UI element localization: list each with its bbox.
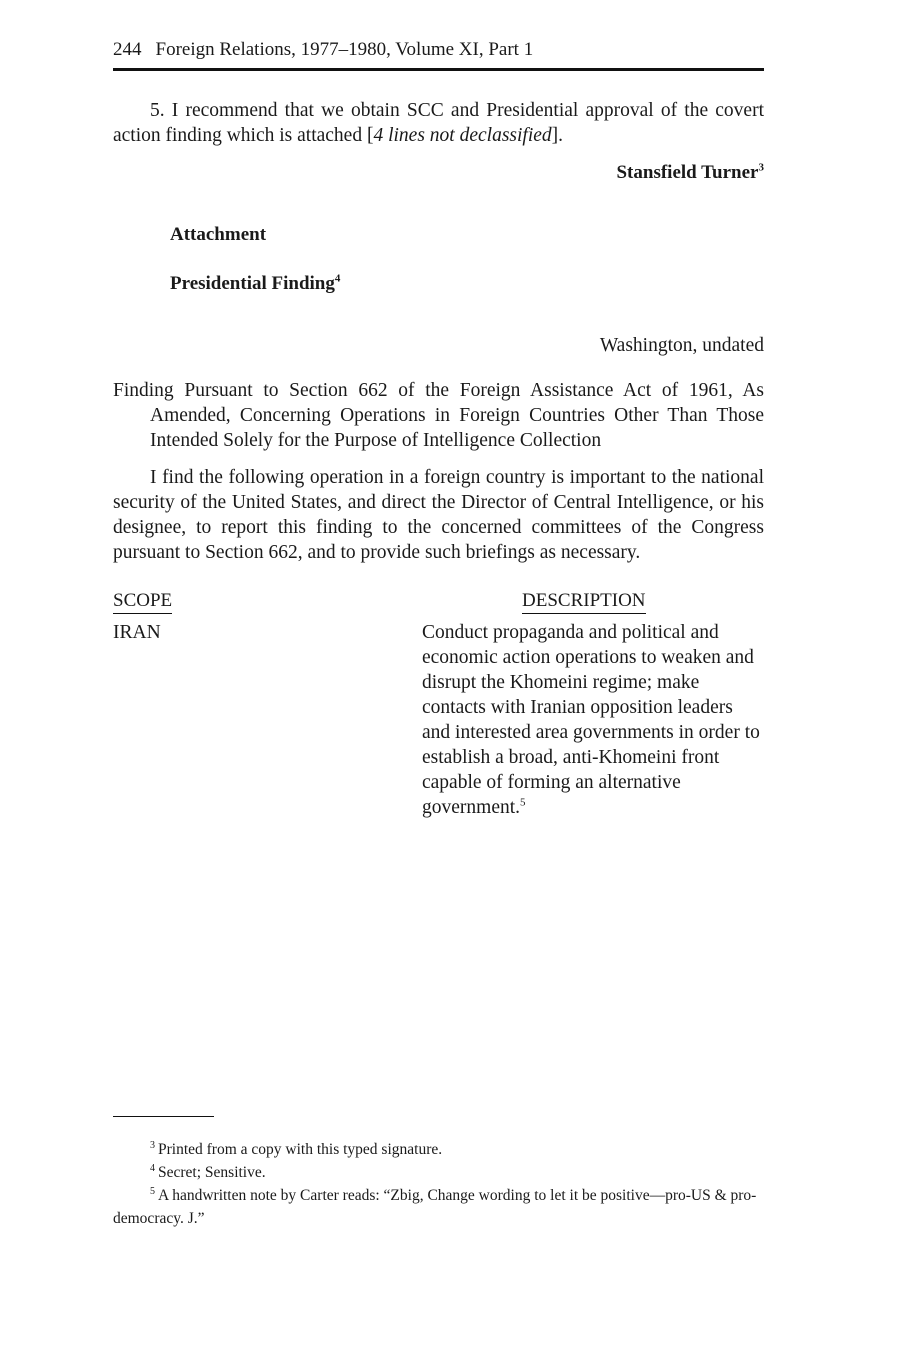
footnote xyxy=(113,1184,764,1230)
paragraph-5 xyxy=(113,98,764,148)
paragraph-5-end: ]. xyxy=(551,125,564,146)
footnote-text: Secret; Sensitive. xyxy=(158,1164,266,1181)
footnote-text: Printed from a copy with this typed signature. xyxy=(158,1141,443,1158)
finding-heading-text: Presidential Finding xyxy=(170,273,335,294)
scope-value: IRAN xyxy=(113,622,161,643)
running-head xyxy=(113,38,764,71)
scope-description-table xyxy=(113,588,764,848)
footnote-number: 5 xyxy=(150,1185,155,1197)
page-number: 244 xyxy=(113,39,142,60)
description-header: DESCRIPTION xyxy=(522,588,646,614)
footnote-text: A handwritten note by Carter reads: “Zbig, Change wording to let it be positive—pro-US & pro-democracy. J.” xyxy=(113,1187,757,1227)
footnotes xyxy=(113,1138,764,1230)
footnote-ref-3: 3 xyxy=(758,161,764,174)
scope-header: SCOPE xyxy=(113,588,172,614)
footnote-number: 3 xyxy=(150,1139,155,1151)
description-text: Conduct propaganda and political and economic action operations to weaken and disrupt the Khomeini regime; make contacts with Iranian opposition leaders and interested area governments in order to establish a broad, anti-Khomeini front capable of forming an alternative government. xyxy=(422,622,760,818)
declassification-note: 4 lines not declassified xyxy=(373,125,552,146)
running-head-title: Foreign Relations, 1977–1980, Volume XI, Part 1 xyxy=(155,39,534,60)
footnote xyxy=(113,1138,764,1161)
footnote-ref-4: 4 xyxy=(334,272,341,285)
attachment-heading: Attachment xyxy=(170,224,267,245)
place-date: Washington, undated xyxy=(599,335,764,356)
document-page xyxy=(113,38,764,848)
paragraph-5-text: 5. I recommend that we obtain SCC and Presidential approval of the covert action finding which is attached [ xyxy=(113,100,764,146)
footnote-divider xyxy=(113,1116,214,1117)
footnote xyxy=(113,1161,764,1184)
signature-name: Stansfield Turner xyxy=(616,162,759,183)
signature xyxy=(113,162,764,184)
legal-title: Finding Pursuant to Section 662 of the Foreign Assistance Act of 1961, As Amended, Concerning Operations in Foreign Countries Other Than Those Intended Solely for the Purpose of Intelligence Collection xyxy=(113,380,764,451)
footnote-number: 4 xyxy=(150,1162,155,1174)
description-value xyxy=(422,620,762,820)
footnote-ref-5: 5 xyxy=(520,796,526,809)
finding-body: I find the following operation in a foreign country is important to the national security of the United States, and direct the Director of Central Intelligence, or his designee, to report this finding to the concerned committees of the Congress pursuant to Section 662, and to provide such briefings as necessary. xyxy=(113,467,764,563)
finding-heading xyxy=(170,273,764,295)
